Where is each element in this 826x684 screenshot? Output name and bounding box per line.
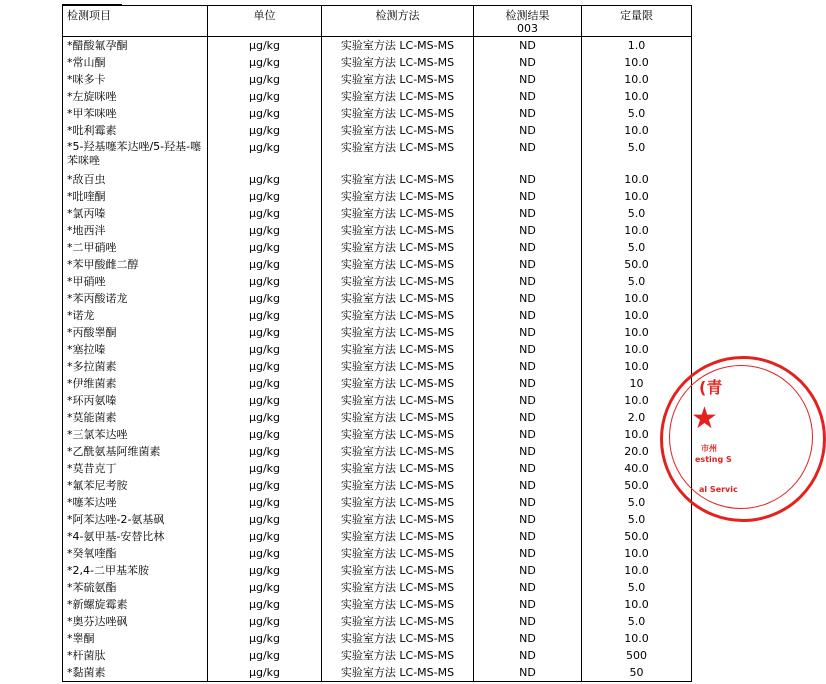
row-result: ND bbox=[474, 562, 582, 579]
row-item-name: *诺龙 bbox=[63, 307, 208, 324]
row-method: 实验室方法 LC-MS-MS bbox=[322, 494, 474, 511]
row-item-name: *地西泮 bbox=[63, 222, 208, 239]
row-unit: μg/kg bbox=[208, 562, 322, 579]
row-result: ND bbox=[474, 511, 582, 528]
row-loq: 5.0 bbox=[582, 579, 692, 596]
table-row bbox=[63, 88, 692, 105]
row-loq: 10.0 bbox=[582, 307, 692, 324]
row-result: ND bbox=[474, 54, 582, 71]
row-method: 实验室方法 LC-MS-MS bbox=[322, 460, 474, 477]
row-result: ND bbox=[474, 596, 582, 613]
row-unit: μg/kg bbox=[208, 205, 322, 222]
row-method: 实验室方法 LC-MS-MS bbox=[322, 122, 474, 139]
row-loq: 5.0 bbox=[582, 613, 692, 630]
row-method: 实验室方法 LC-MS-MS bbox=[322, 375, 474, 392]
table-row bbox=[63, 273, 692, 290]
row-result: ND bbox=[474, 188, 582, 205]
row-loq: 10.0 bbox=[582, 545, 692, 562]
table-row bbox=[63, 460, 692, 477]
table-row bbox=[63, 511, 692, 528]
table-row bbox=[63, 205, 692, 222]
row-unit: μg/kg bbox=[208, 324, 322, 341]
row-result: ND bbox=[474, 273, 582, 290]
row-unit: μg/kg bbox=[208, 122, 322, 139]
row-item-name: *奥芬达唑砜 bbox=[63, 613, 208, 630]
table-row bbox=[63, 139, 692, 171]
row-item-name: *苯丙酸诺龙 bbox=[63, 290, 208, 307]
row-loq: 50 bbox=[582, 664, 692, 682]
table-row bbox=[63, 341, 692, 358]
row-unit: μg/kg bbox=[208, 358, 322, 375]
row-loq: 5.0 bbox=[582, 511, 692, 528]
row-method: 实验室方法 LC-MS-MS bbox=[322, 341, 474, 358]
row-item-name: *吡利霉素 bbox=[63, 122, 208, 139]
row-method: 实验室方法 LC-MS-MS bbox=[322, 443, 474, 460]
row-unit: μg/kg bbox=[208, 105, 322, 122]
row-item-name: *吡喹酮 bbox=[63, 188, 208, 205]
row-result: ND bbox=[474, 409, 582, 426]
row-unit: μg/kg bbox=[208, 494, 322, 511]
row-result: ND bbox=[474, 460, 582, 477]
row-item-name: *噻苯达唑 bbox=[63, 494, 208, 511]
row-result: ND bbox=[474, 307, 582, 324]
row-item-name: *左旋咪唑 bbox=[63, 88, 208, 105]
row-loq: 10.0 bbox=[582, 71, 692, 88]
row-method: 实验室方法 LC-MS-MS bbox=[322, 511, 474, 528]
table-row bbox=[63, 562, 692, 579]
seal-text-top: (青 bbox=[699, 378, 723, 397]
table-row bbox=[63, 596, 692, 613]
row-item-name: *5-羟基噻苯达唑/5-羟基-噻苯咪唑 bbox=[63, 139, 208, 171]
table-row bbox=[63, 630, 692, 647]
row-loq: 500 bbox=[582, 647, 692, 664]
row-unit: μg/kg bbox=[208, 37, 322, 55]
row-result: ND bbox=[474, 392, 582, 409]
seal-inner-ring bbox=[669, 365, 813, 509]
row-result: ND bbox=[474, 341, 582, 358]
row-item-name: *杆菌肽 bbox=[63, 647, 208, 664]
table-row bbox=[63, 222, 692, 239]
row-item-name: *苯甲酸雌二醇 bbox=[63, 256, 208, 273]
row-loq: 10.0 bbox=[582, 54, 692, 71]
row-unit: μg/kg bbox=[208, 171, 322, 188]
row-method: 实验室方法 LC-MS-MS bbox=[322, 596, 474, 613]
row-item-name: *伊维菌素 bbox=[63, 375, 208, 392]
table-row bbox=[63, 443, 692, 460]
row-result: ND bbox=[474, 205, 582, 222]
seal-text-en-2: al Servic bbox=[699, 485, 738, 494]
row-method: 实验室方法 LC-MS-MS bbox=[322, 392, 474, 409]
row-loq: 5.0 bbox=[582, 139, 692, 171]
row-unit: μg/kg bbox=[208, 477, 322, 494]
table-row bbox=[63, 290, 692, 307]
table-row bbox=[63, 37, 692, 55]
row-method: 实验室方法 LC-MS-MS bbox=[322, 37, 474, 55]
row-loq: 20.0 bbox=[582, 443, 692, 460]
row-item-name: *新螺旋霉素 bbox=[63, 596, 208, 613]
table-row bbox=[63, 375, 692, 392]
row-method: 实验室方法 LC-MS-MS bbox=[322, 630, 474, 647]
row-item-name: *苯硫氨酯 bbox=[63, 579, 208, 596]
table-row bbox=[63, 494, 692, 511]
row-unit: μg/kg bbox=[208, 139, 322, 171]
table-row bbox=[63, 122, 692, 139]
row-method: 实验室方法 LC-MS-MS bbox=[322, 647, 474, 664]
row-loq: 10.0 bbox=[582, 392, 692, 409]
row-loq: 1.0 bbox=[582, 37, 692, 55]
row-item-name: *莫昔克丁 bbox=[63, 460, 208, 477]
row-result: ND bbox=[474, 443, 582, 460]
row-unit: μg/kg bbox=[208, 188, 322, 205]
row-unit: μg/kg bbox=[208, 222, 322, 239]
row-result: ND bbox=[474, 71, 582, 88]
row-method: 实验室方法 LC-MS-MS bbox=[322, 426, 474, 443]
row-loq: 10.0 bbox=[582, 630, 692, 647]
row-unit: μg/kg bbox=[208, 579, 322, 596]
row-item-name: *氯丙嗪 bbox=[63, 205, 208, 222]
row-method: 实验室方法 LC-MS-MS bbox=[322, 88, 474, 105]
row-item-name: *乙酰氨基阿维菌素 bbox=[63, 443, 208, 460]
row-unit: μg/kg bbox=[208, 409, 322, 426]
row-method: 实验室方法 LC-MS-MS bbox=[322, 579, 474, 596]
row-result: ND bbox=[474, 579, 582, 596]
row-unit: μg/kg bbox=[208, 426, 322, 443]
row-method: 实验室方法 LC-MS-MS bbox=[322, 307, 474, 324]
row-item-name: *黏菌素 bbox=[63, 664, 208, 682]
row-item-name: *三氯苯达唑 bbox=[63, 426, 208, 443]
row-loq: 10.0 bbox=[582, 122, 692, 139]
row-result: ND bbox=[474, 324, 582, 341]
row-method: 实验室方法 LC-MS-MS bbox=[322, 239, 474, 256]
row-result: ND bbox=[474, 256, 582, 273]
row-loq: 10.0 bbox=[582, 290, 692, 307]
row-loq: 10.0 bbox=[582, 324, 692, 341]
row-item-name: *多拉菌素 bbox=[63, 358, 208, 375]
row-item-name: *氟苯尼考胺 bbox=[63, 477, 208, 494]
row-result: ND bbox=[474, 375, 582, 392]
seal-text-cn: 市州 bbox=[701, 444, 717, 453]
row-item-name: *2,4-二甲基苯胺 bbox=[63, 562, 208, 579]
table-header-row bbox=[63, 6, 692, 37]
row-method: 实验室方法 LC-MS-MS bbox=[322, 54, 474, 71]
row-method: 实验室方法 LC-MS-MS bbox=[322, 139, 474, 171]
row-loq: 5.0 bbox=[582, 105, 692, 122]
table-row bbox=[63, 545, 692, 562]
row-unit: μg/kg bbox=[208, 239, 322, 256]
row-unit: μg/kg bbox=[208, 528, 322, 545]
row-method: 实验室方法 LC-MS-MS bbox=[322, 222, 474, 239]
row-unit: μg/kg bbox=[208, 596, 322, 613]
row-unit: μg/kg bbox=[208, 664, 322, 682]
row-item-name: *常山酮 bbox=[63, 54, 208, 71]
table-row bbox=[63, 171, 692, 188]
row-item-name: *癸氧喹酯 bbox=[63, 545, 208, 562]
table-row bbox=[63, 647, 692, 664]
row-method: 实验室方法 LC-MS-MS bbox=[322, 256, 474, 273]
table-row bbox=[63, 188, 692, 205]
row-loq: 10.0 bbox=[582, 596, 692, 613]
row-unit: μg/kg bbox=[208, 630, 322, 647]
table-row bbox=[63, 392, 692, 409]
test-results-table bbox=[62, 5, 692, 682]
row-loq: 10.0 bbox=[582, 562, 692, 579]
row-item-name: *丙酸睾酮 bbox=[63, 324, 208, 341]
row-unit: μg/kg bbox=[208, 392, 322, 409]
row-result: ND bbox=[474, 290, 582, 307]
row-result: ND bbox=[474, 239, 582, 256]
row-loq: 10.0 bbox=[582, 222, 692, 239]
row-unit: μg/kg bbox=[208, 273, 322, 290]
row-unit: μg/kg bbox=[208, 460, 322, 477]
row-loq: 10 bbox=[582, 375, 692, 392]
row-unit: μg/kg bbox=[208, 88, 322, 105]
row-item-name: *甲硝唑 bbox=[63, 273, 208, 290]
row-loq: 10.0 bbox=[582, 188, 692, 205]
seal-star-icon: ★ bbox=[691, 401, 718, 436]
row-unit: μg/kg bbox=[208, 613, 322, 630]
row-loq: 5.0 bbox=[582, 494, 692, 511]
row-loq: 10.0 bbox=[582, 88, 692, 105]
row-method: 实验室方法 LC-MS-MS bbox=[322, 477, 474, 494]
header-result: 检测结果 003 bbox=[474, 6, 582, 37]
row-result: ND bbox=[474, 222, 582, 239]
row-method: 实验室方法 LC-MS-MS bbox=[322, 324, 474, 341]
table-row bbox=[63, 256, 692, 273]
row-method: 实验室方法 LC-MS-MS bbox=[322, 528, 474, 545]
header-unit: 单位 bbox=[208, 6, 322, 37]
row-result: ND bbox=[474, 122, 582, 139]
table-row bbox=[63, 426, 692, 443]
row-item-name: *环丙氨嗪 bbox=[63, 392, 208, 409]
row-item-name: *咪多卡 bbox=[63, 71, 208, 88]
row-loq: 5.0 bbox=[582, 273, 692, 290]
header-loq: 定量限 bbox=[582, 6, 692, 37]
table-row bbox=[63, 664, 692, 682]
row-unit: μg/kg bbox=[208, 375, 322, 392]
table-row bbox=[63, 54, 692, 71]
table-row bbox=[63, 409, 692, 426]
row-method: 实验室方法 LC-MS-MS bbox=[322, 188, 474, 205]
row-unit: μg/kg bbox=[208, 341, 322, 358]
table-row bbox=[63, 307, 692, 324]
row-loq: 10.0 bbox=[582, 341, 692, 358]
table-row bbox=[63, 358, 692, 375]
table-row bbox=[63, 324, 692, 341]
row-loq: 50.0 bbox=[582, 528, 692, 545]
row-unit: μg/kg bbox=[208, 307, 322, 324]
seal-text-en-1: esting S bbox=[695, 455, 732, 464]
row-loq: 5.0 bbox=[582, 239, 692, 256]
row-method: 实验室方法 LC-MS-MS bbox=[322, 409, 474, 426]
row-loq: 10.0 bbox=[582, 358, 692, 375]
row-method: 实验室方法 LC-MS-MS bbox=[322, 273, 474, 290]
official-seal-stamp bbox=[660, 356, 826, 522]
row-method: 实验室方法 LC-MS-MS bbox=[322, 71, 474, 88]
row-result: ND bbox=[474, 647, 582, 664]
row-unit: μg/kg bbox=[208, 256, 322, 273]
row-method: 实验室方法 LC-MS-MS bbox=[322, 562, 474, 579]
row-loq: 10.0 bbox=[582, 426, 692, 443]
row-method: 实验室方法 LC-MS-MS bbox=[322, 545, 474, 562]
row-item-name: *醋酸氟孕酮 bbox=[63, 37, 208, 55]
row-unit: μg/kg bbox=[208, 545, 322, 562]
row-unit: μg/kg bbox=[208, 511, 322, 528]
row-item-name: *塞拉嗪 bbox=[63, 341, 208, 358]
row-item-name: *睾酮 bbox=[63, 630, 208, 647]
row-unit: μg/kg bbox=[208, 54, 322, 71]
row-result: ND bbox=[474, 88, 582, 105]
row-item-name: *敌百虫 bbox=[63, 171, 208, 188]
row-loq: 5.0 bbox=[582, 205, 692, 222]
table-row bbox=[63, 239, 692, 256]
table-row bbox=[63, 579, 692, 596]
row-item-name: *阿苯达唑-2-氨基砜 bbox=[63, 511, 208, 528]
row-result: ND bbox=[474, 105, 582, 122]
row-result: ND bbox=[474, 630, 582, 647]
table-row bbox=[63, 105, 692, 122]
row-method: 实验室方法 LC-MS-MS bbox=[322, 358, 474, 375]
row-result: ND bbox=[474, 664, 582, 682]
row-result: ND bbox=[474, 37, 582, 55]
row-result: ND bbox=[474, 494, 582, 511]
row-unit: μg/kg bbox=[208, 443, 322, 460]
table-row bbox=[63, 477, 692, 494]
row-method: 实验室方法 LC-MS-MS bbox=[322, 290, 474, 307]
row-method: 实验室方法 LC-MS-MS bbox=[322, 105, 474, 122]
row-item-name: *4-氨甲基-安替比林 bbox=[63, 528, 208, 545]
table-row bbox=[63, 528, 692, 545]
row-result: ND bbox=[474, 545, 582, 562]
row-loq: 40.0 bbox=[582, 460, 692, 477]
row-result: ND bbox=[474, 426, 582, 443]
row-unit: μg/kg bbox=[208, 71, 322, 88]
row-result: ND bbox=[474, 613, 582, 630]
row-loq: 50.0 bbox=[582, 256, 692, 273]
row-result: ND bbox=[474, 477, 582, 494]
row-item-name: *甲苯咪唑 bbox=[63, 105, 208, 122]
row-method: 实验室方法 LC-MS-MS bbox=[322, 205, 474, 222]
row-loq: 10.0 bbox=[582, 171, 692, 188]
row-result: ND bbox=[474, 139, 582, 171]
row-item-name: *莫能菌素 bbox=[63, 409, 208, 426]
row-unit: μg/kg bbox=[208, 290, 322, 307]
row-item-name: *二甲硝唑 bbox=[63, 239, 208, 256]
header-item: 检测项目 bbox=[63, 6, 208, 37]
row-method: 实验室方法 LC-MS-MS bbox=[322, 613, 474, 630]
row-result: ND bbox=[474, 528, 582, 545]
table-row bbox=[63, 71, 692, 88]
row-unit: μg/kg bbox=[208, 647, 322, 664]
row-method: 实验室方法 LC-MS-MS bbox=[322, 171, 474, 188]
table-row bbox=[63, 613, 692, 630]
row-loq: 2.0 bbox=[582, 409, 692, 426]
header-method: 检测方法 bbox=[322, 6, 474, 37]
row-method: 实验室方法 LC-MS-MS bbox=[322, 664, 474, 682]
row-result: ND bbox=[474, 171, 582, 188]
row-result: ND bbox=[474, 358, 582, 375]
row-loq: 50.0 bbox=[582, 477, 692, 494]
